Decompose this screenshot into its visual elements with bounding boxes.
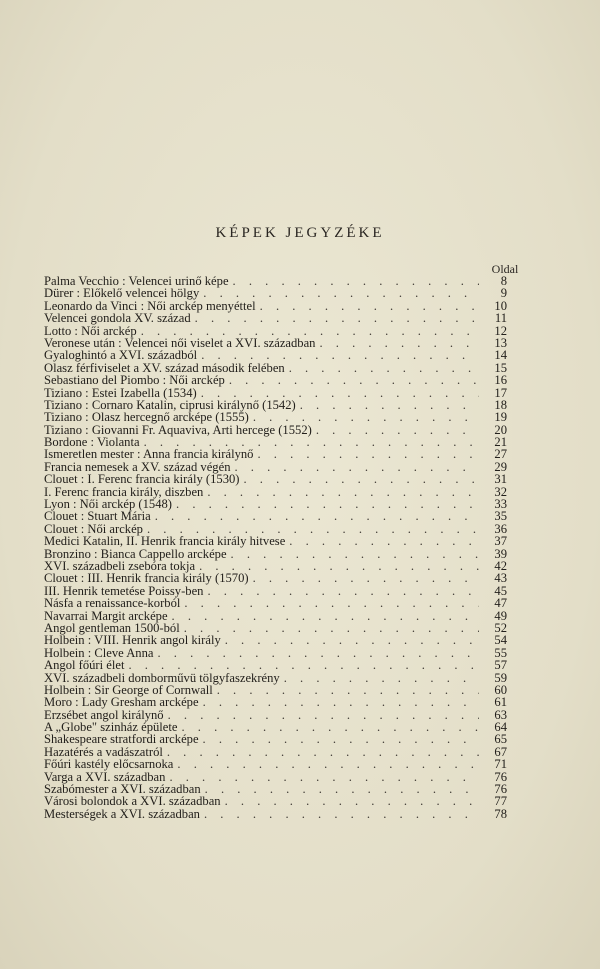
dot-leader xyxy=(168,709,479,721)
entry-title: Lotto : Női arckép xyxy=(44,323,137,338)
dot-leader xyxy=(243,473,479,485)
entry-page-number: 45 xyxy=(494,583,507,598)
entry-title: Sebastiano del Piombo : Női arckép xyxy=(44,373,225,388)
entry-title: Tiziano : Olasz hercegnő arcképe (1555) xyxy=(44,410,249,425)
entry-title: Bordone : Violanta xyxy=(44,435,140,450)
entry-page-number: 31 xyxy=(494,472,507,487)
entry-title: Clouet : Női arckép xyxy=(44,521,143,536)
entry-page-number: 67 xyxy=(494,744,507,759)
entry-title: Holbein : VIII. Henrik angol király xyxy=(44,633,221,648)
entry-title: Szabómester a XVI. században xyxy=(44,782,201,797)
entry-title: Erzsébet angol királynő xyxy=(44,707,164,722)
dot-leader xyxy=(319,337,479,349)
dot-leader xyxy=(203,696,479,708)
entry-title: Moro : Lady Gresham arcképe xyxy=(44,695,199,710)
entry-title: Navarrai Margit arcképe xyxy=(44,608,168,623)
entry-page-number: 35 xyxy=(494,509,507,524)
dot-leader xyxy=(233,275,479,287)
dot-leader xyxy=(184,622,479,634)
dot-leader xyxy=(289,362,479,374)
entry-title: Clouet : Stuart Mária xyxy=(44,509,151,524)
list-item xyxy=(44,597,507,609)
entry-page-number: 77 xyxy=(494,794,507,809)
entry-title: Veronese után : Velencei női viselet a XVI. században xyxy=(44,335,316,350)
dot-leader xyxy=(128,659,479,671)
entry-title: Főúri kastély előcsarnoka xyxy=(44,757,174,772)
entry-page-number: 47 xyxy=(494,596,507,611)
entry-title: Shakespeare stratfordi arcképe xyxy=(44,732,199,747)
entry-page-number: 16 xyxy=(494,373,507,388)
entry-page-number: 78 xyxy=(494,806,507,821)
entry-title: Tiziano : Giovanni Fr. Aquaviva, Arti hercege (1552) xyxy=(44,422,312,437)
entry-page-number: 61 xyxy=(494,695,507,710)
list-item xyxy=(44,448,507,460)
list-item xyxy=(44,535,507,547)
entry-title: Clouet : III. Henrik francia király (1570) xyxy=(44,571,249,586)
entry-page-number: 29 xyxy=(494,459,507,474)
entry-page-number: 27 xyxy=(494,447,507,462)
dot-leader xyxy=(167,746,479,758)
dot-leader xyxy=(155,510,479,522)
entry-page-number: 15 xyxy=(494,360,507,375)
entry-page-number: 57 xyxy=(494,658,507,673)
entry-title: Gyaloghintó a XVI. századból xyxy=(44,348,198,363)
dot-leader xyxy=(181,721,479,733)
list-item xyxy=(44,510,507,522)
entry-title: A „Globe" szinház épülete xyxy=(44,720,178,735)
entry-title: Bronzino : Bianca Cappello arcképe xyxy=(44,546,227,561)
entry-title: Velencei gondola XV. század xyxy=(44,311,191,326)
entry-page-number: 63 xyxy=(494,707,507,722)
entry-title: Francia nemesek a XV. század végén xyxy=(44,459,231,474)
dot-leader xyxy=(257,448,479,460)
dot-leader xyxy=(253,572,479,584)
entry-page-number: 64 xyxy=(494,720,507,735)
entry-page-number: 11 xyxy=(494,311,507,326)
entry-title: Olasz férfiviselet a XV. század második felében xyxy=(44,360,285,375)
dot-leader xyxy=(284,672,479,684)
dot-leader xyxy=(300,399,479,411)
dot-leader xyxy=(205,783,479,795)
entry-title: Ismeretlen mester : Anna francia királynő xyxy=(44,447,254,462)
list-item xyxy=(44,733,507,745)
entry-page-number: 43 xyxy=(494,571,507,586)
list-item xyxy=(44,808,507,820)
list-item xyxy=(44,795,507,807)
dot-leader xyxy=(177,758,479,770)
entry-page-number: 54 xyxy=(494,633,507,648)
dot-leader xyxy=(172,610,479,622)
dot-leader xyxy=(235,461,480,473)
entry-title: Clouet : I. Ferenc francia király (1530) xyxy=(44,472,240,487)
dot-leader xyxy=(207,585,479,597)
entry-page-number: 36 xyxy=(494,521,507,536)
entry-title: Varga a XVI. században xyxy=(44,769,166,784)
entry-title: Dürer : Előkelő velencei hölgy xyxy=(44,286,200,301)
entry-title: Angol főúri élet xyxy=(44,658,125,673)
page-column-label: Oldal xyxy=(491,262,519,276)
dot-leader xyxy=(203,287,479,299)
entry-page-number: 9 xyxy=(500,286,507,301)
entry-title: Hazatérés a vadászatról xyxy=(44,744,163,759)
entry-page-number: 55 xyxy=(494,645,507,660)
dot-leader xyxy=(184,597,479,609)
entry-page-number: 18 xyxy=(494,397,507,412)
entry-title: Mesterségek a XVI. században xyxy=(44,806,200,821)
entry-page-number: 52 xyxy=(494,620,507,635)
entry-title: Angol gentleman 1500-ból xyxy=(44,620,180,635)
entry-title: Városi bolondok a XVI. században xyxy=(44,794,221,809)
list-item xyxy=(44,349,507,361)
list-item xyxy=(44,473,507,485)
entry-page-number: 14 xyxy=(494,348,507,363)
dot-leader xyxy=(195,312,479,324)
entry-title: Tiziano : Cornaro Katalin, ciprusi királynő (1542) xyxy=(44,397,296,412)
entry-page-number: 76 xyxy=(494,782,507,797)
list-item xyxy=(44,287,507,299)
dot-leader xyxy=(201,349,479,361)
entry-page-number: 60 xyxy=(494,682,507,697)
entry-page-number: 33 xyxy=(494,497,507,512)
dot-leader xyxy=(225,634,479,646)
entry-page-number: 13 xyxy=(494,335,507,350)
entry-title: XVI. századbeli zsebóra tokja xyxy=(44,558,196,573)
entry-page-number: 20 xyxy=(494,422,507,437)
entry-page-number: 10 xyxy=(494,298,507,313)
list-item xyxy=(44,758,507,770)
entry-title: Tiziano : Estei Izabella (1534) xyxy=(44,385,197,400)
list-item xyxy=(44,572,507,584)
dot-leader xyxy=(207,486,479,498)
dot-leader xyxy=(204,808,479,820)
entry-page-number: 42 xyxy=(494,558,507,573)
dot-leader xyxy=(231,548,479,560)
dot-leader xyxy=(229,374,479,386)
list-item xyxy=(44,659,507,671)
dot-leader xyxy=(169,771,479,783)
entry-title: I. Ferenc francia király, diszben xyxy=(44,484,204,499)
entry-page-number: 19 xyxy=(494,410,507,425)
entry-page-number: 37 xyxy=(494,534,507,549)
entry-page-number: 49 xyxy=(494,608,507,623)
entry-page-number: 39 xyxy=(494,546,507,561)
entry-title: Holbein : Sir George of Cornwall xyxy=(44,682,213,697)
dot-leader xyxy=(316,424,479,436)
entry-title: XVI. századbeli domborművü tölgyfaszekrény xyxy=(44,670,280,685)
list-item xyxy=(44,374,507,386)
entry-page-number: 17 xyxy=(494,385,507,400)
dot-leader xyxy=(157,647,479,659)
entry-title: Palma Vecchio : Velencei urinő képe xyxy=(44,274,229,288)
list-item xyxy=(44,696,507,708)
entry-title: Lyon : Női arckép (1548) xyxy=(44,497,173,512)
entry-title: Leonardo da Vinci : Női arckép menyéttel xyxy=(44,298,256,313)
list-item xyxy=(44,411,507,423)
entry-title: III. Henrik temetése Poissy-ben xyxy=(44,583,204,598)
entry-title: Medici Katalin, II. Henrik francia király hitvese xyxy=(44,534,286,549)
page-title: KÉPEK JEGYZÉKE xyxy=(215,225,385,241)
entry-page-number: 8 xyxy=(500,274,507,288)
entry-page-number: 32 xyxy=(494,484,507,499)
entry-title: Násfa a renaissance-korból xyxy=(44,596,181,611)
dot-leader xyxy=(217,684,479,696)
dot-leader xyxy=(289,535,479,547)
dot-leader xyxy=(260,300,479,312)
entry-page-number: 65 xyxy=(494,732,507,747)
dot-leader xyxy=(176,498,479,510)
illustration-list xyxy=(44,275,507,820)
dot-leader xyxy=(203,733,479,745)
entry-title: Holbein : Cleve Anna xyxy=(44,645,154,660)
list-item xyxy=(44,634,507,646)
list-item xyxy=(44,312,507,324)
entry-page-number: 59 xyxy=(494,670,507,685)
dot-leader xyxy=(253,411,479,423)
entry-page-number: 12 xyxy=(494,323,507,338)
entry-page-number: 71 xyxy=(494,757,507,772)
entry-page-number: 21 xyxy=(494,435,507,450)
dot-leader xyxy=(225,795,479,807)
entry-page-number: 76 xyxy=(494,769,507,784)
